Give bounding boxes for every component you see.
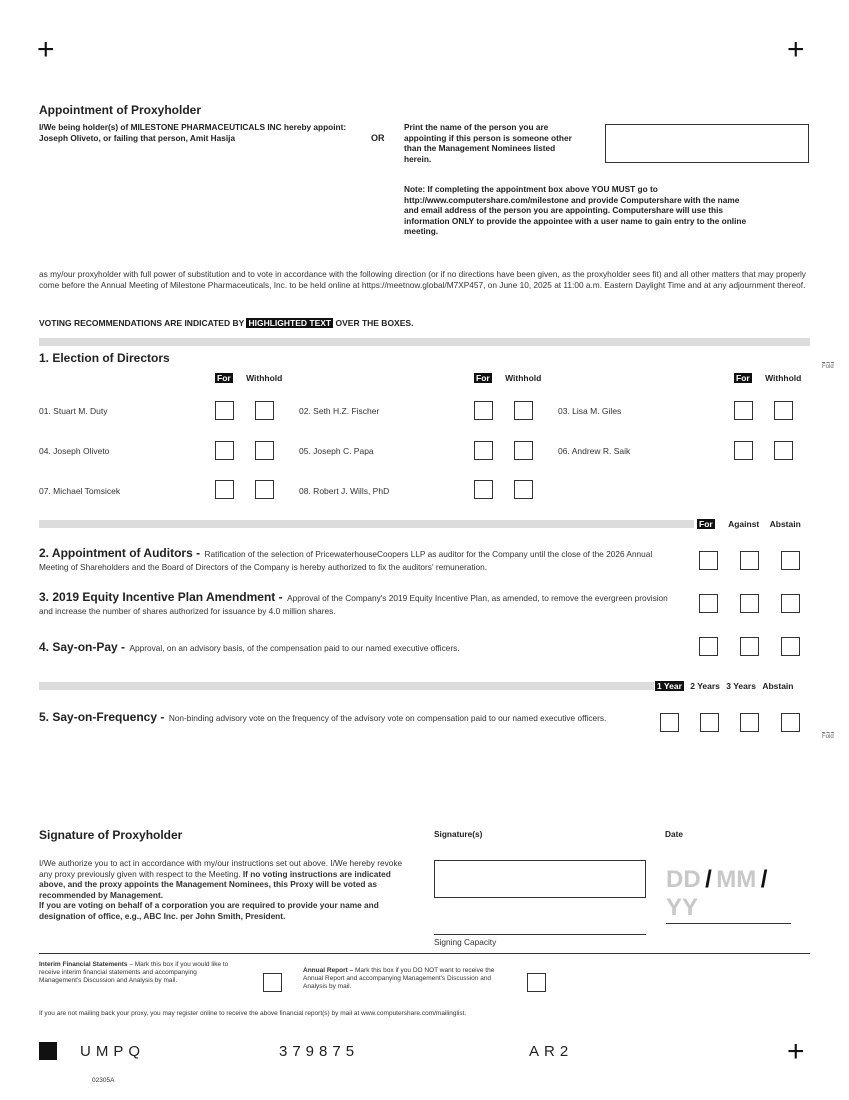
date-field[interactable]: [666, 866, 791, 924]
footer-code-2: 379875: [279, 1043, 360, 1060]
director-name: 05. Joseph C. Papa: [299, 446, 374, 456]
signature-instructions: [39, 858, 417, 921]
proposal-2-abstain-checkbox[interactable]: [781, 551, 800, 570]
proposal-4-for-checkbox[interactable]: [699, 637, 718, 656]
director-01-withhold-checkbox[interactable]: [255, 401, 274, 420]
appointment-note: Note: If completing the appointment box above YOU MUST go to http://www.computershare.com/milestone and provide Computershare with the name and email address of the person you are appointing. Computershare will use this information ONLY to provide the appointee with a user name to gain entry to the online meeting.: [404, 184, 747, 236]
appointee-name-field[interactable]: [605, 124, 809, 163]
proposal-5-title: 5. Say-on-Frequency -: [39, 710, 165, 724]
proposal-3: [39, 591, 669, 617]
col2-for-label: For: [476, 373, 490, 383]
proposal-4: [39, 641, 669, 654]
date-label: Date: [665, 829, 683, 839]
form-id: 02305A: [92, 1077, 115, 1084]
director-07-withhold-checkbox[interactable]: [255, 480, 274, 499]
director-07-for-checkbox[interactable]: [215, 480, 234, 499]
fold-mark-bottom: Fold: [822, 734, 834, 740]
director-name: 01. Stuart M. Duty: [39, 406, 108, 416]
proposal-4-title: 4. Say-on-Pay -: [39, 640, 126, 654]
proposal-2-title: 2. Appointment of Auditors -: [39, 546, 201, 560]
date-separator-1: /: [705, 866, 712, 893]
director-name: 03. Lisa M. Giles: [558, 406, 622, 416]
date-dd: DD: [666, 866, 701, 893]
proxy-authority-text: as my/our proxyholder with full power of substitution and to vote in accordance with the following direction (or if no directions have been given, as the proxyholder sees fit) and all other matters that may properly come before the Annual Meeting of Milestone Pharmaceuticals, Inc. to be held online at https://meetnow.global/M7XP457, on June 10, 2025 at 11:00 a.m. Eastern Daylight Time and at any adjournment thereof.: [39, 269, 806, 290]
registration-mark-top-right: +: [787, 33, 805, 66]
proposal-5: [39, 711, 629, 724]
signature-divider: [39, 953, 810, 954]
or-label: OR: [371, 133, 385, 143]
voting-rec-highlight: HIGHLIGHTED TEXT: [248, 318, 332, 328]
date-mm: MM: [716, 866, 757, 893]
proposal-3-desc: Approval of the Company's 2019 Equity Incentive Plan, as amended, to remove the evergreen provision and increase the number of shares authorized for issuance by 4.0 million shares.: [39, 593, 668, 616]
signing-capacity-line[interactable]: [434, 934, 646, 935]
frequency-3-years-label: 3 Years: [726, 681, 756, 691]
appointment-intro: I/We being holder(s) of MILESTONE PHARMACEUTICALS INC hereby appoint: Joseph Oliveto, or failing that person, Amit Hasija: [39, 122, 347, 143]
registration-mark-bottom-right: +: [787, 1035, 805, 1068]
col1-withhold-label: Withhold: [246, 373, 283, 383]
director-name: 08. Robert J. Wills, PhD: [299, 486, 390, 496]
col3-for-label: For: [736, 373, 750, 383]
annual-desc: Mark this box if you DO NOT want to receive the Annual Report and accompanying Management's Discussion and Analysis by mail.: [303, 967, 495, 990]
proposal-3-title: 3. 2019 Equity Incentive Plan Amendment -: [39, 590, 283, 604]
interim-desc: – Mark this box if you would like to receive interim financial statements and accompanying Management's Discussion and Analysis by mail.: [39, 961, 229, 984]
frequency-3-years-checkbox[interactable]: [740, 713, 759, 732]
proposals-against-label: Against: [728, 519, 760, 529]
proposal-2-for-checkbox[interactable]: [699, 551, 718, 570]
annual-title: Annual Report –: [303, 967, 354, 974]
footer-code-1: UMPQ: [80, 1043, 145, 1060]
col3-withhold-label: Withhold: [765, 373, 802, 383]
proposal-3-against-checkbox[interactable]: [740, 594, 759, 613]
director-08-for-checkbox[interactable]: [474, 480, 493, 499]
proposal-3-for-checkbox[interactable]: [699, 594, 718, 613]
frequency-abstain-label: Abstain: [762, 681, 794, 691]
proposal-2-against-checkbox[interactable]: [740, 551, 759, 570]
registration-mark-top-left: +: [37, 33, 55, 66]
director-03-withhold-checkbox[interactable]: [774, 401, 793, 420]
proposal-4-abstain-checkbox[interactable]: [781, 637, 800, 656]
interim-financial-checkbox[interactable]: [263, 973, 282, 992]
director-02-withhold-checkbox[interactable]: [514, 401, 533, 420]
col1-headers: [215, 373, 282, 383]
director-04-for-checkbox[interactable]: [215, 441, 234, 460]
director-03-for-checkbox[interactable]: [734, 401, 753, 420]
director-05-for-checkbox[interactable]: [474, 441, 493, 460]
frequency-2-years-label: 2 Years: [690, 681, 720, 691]
proposal-2: [39, 547, 669, 573]
signature-text-corp: If you are voting on behalf of a corporation you are required to provide your name and designation of office, e.g., ABC Inc. per John Smith, President.: [39, 900, 379, 921]
proposal-2-desc: Ratification of the selection of PricewaterhouseCoopers LLP as auditor for the Company until the close of the 2026 Annual Meeting of Shareholders and the Board of Directors of the Company is hereby authorized to fix the auditors' remuneration.: [39, 549, 653, 572]
director-name: 07. Michael Tomsicek: [39, 486, 121, 496]
frequency-1-year-label: 1 Year: [657, 681, 682, 691]
frequency-2-years-checkbox[interactable]: [700, 713, 719, 732]
signature-text-plain: I/We authorize you to act in accordance with my/our instructions set out above. I/We hereby revoke any proxy previously given with respect to the Meeting.: [39, 858, 403, 879]
date-yy: YY: [666, 894, 699, 921]
proposal-4-desc: Approval, on an advisory basis, of the compensation paid to our named executive officers.: [129, 643, 460, 653]
director-04-withhold-checkbox[interactable]: [255, 441, 274, 460]
col3-headers: [734, 373, 801, 383]
director-name: 02. Seth H.Z. Fischer: [299, 406, 380, 416]
signature-field[interactable]: [434, 860, 646, 898]
print-name-text: Print the name of the person you are appointing if this person is someone other than the Management Nominees listed herein.: [404, 122, 572, 164]
section-divider-2: [39, 520, 694, 528]
director-08-withhold-checkbox[interactable]: [514, 480, 533, 499]
director-name: 06. Andrew R. Saik: [558, 446, 631, 456]
proposal-3-abstain-checkbox[interactable]: [781, 594, 800, 613]
proposal-4-against-checkbox[interactable]: [740, 637, 759, 656]
interim-financial-text: [39, 961, 239, 985]
director-02-for-checkbox[interactable]: [474, 401, 493, 420]
director-06-withhold-checkbox[interactable]: [774, 441, 793, 460]
director-06-for-checkbox[interactable]: [734, 441, 753, 460]
director-name: 04. Joseph Oliveto: [39, 446, 110, 456]
section-divider-1: [39, 338, 810, 346]
signature-text-bold: If no voting instructions are indicated above, and the proxy appoints the Management Nominees, this Proxy will be voted as recommended by Management.: [39, 868, 391, 900]
election-title: 1. Election of Directors: [39, 351, 170, 365]
proposals-abstain-label: Abstain: [769, 519, 801, 529]
date-separator-2: /: [760, 866, 768, 893]
section-divider-3: [39, 682, 654, 690]
annual-report-text: [303, 967, 498, 991]
proposals-header: [697, 519, 801, 529]
col2-withhold-label: Withhold: [505, 373, 542, 383]
signature-title: Signature of Proxyholder: [39, 828, 183, 842]
voting-rec-suffix: OVER THE BOXES.: [335, 318, 414, 328]
col1-for-label: For: [217, 373, 231, 383]
interim-title: Interim Financial Statements: [39, 961, 128, 968]
signatures-label: Signature(s): [434, 829, 483, 839]
fold-mark-top: Fold: [822, 364, 834, 370]
annual-report-checkbox[interactable]: [527, 973, 546, 992]
voting-rec-prefix: VOTING RECOMMENDATIONS ARE INDICATED BY: [39, 318, 245, 328]
col2-headers: [474, 373, 541, 383]
proposal-5-desc: Non-binding advisory vote on the frequency of the advisory vote on compensation paid to our named executive officers.: [168, 713, 607, 723]
frequency-abstain-checkbox[interactable]: [781, 713, 800, 732]
voting-recommendations: [39, 318, 413, 328]
director-05-withhold-checkbox[interactable]: [514, 441, 533, 460]
appointment-title: Appointment of Proxyholder: [39, 103, 201, 117]
footer-square: [39, 1042, 57, 1060]
director-01-for-checkbox[interactable]: [215, 401, 234, 420]
frequency-header: [655, 681, 793, 691]
signing-capacity-label: Signing Capacity: [434, 937, 497, 947]
proposals-for-label: For: [699, 519, 713, 529]
online-note: If you are not mailing back your proxy, you may register online to receive the above financial report(s) by mail at www.computershare.com/mailinglist.: [39, 1010, 467, 1017]
frequency-1-year-checkbox[interactable]: [660, 713, 679, 732]
footer-code-3: AR2: [529, 1043, 574, 1060]
